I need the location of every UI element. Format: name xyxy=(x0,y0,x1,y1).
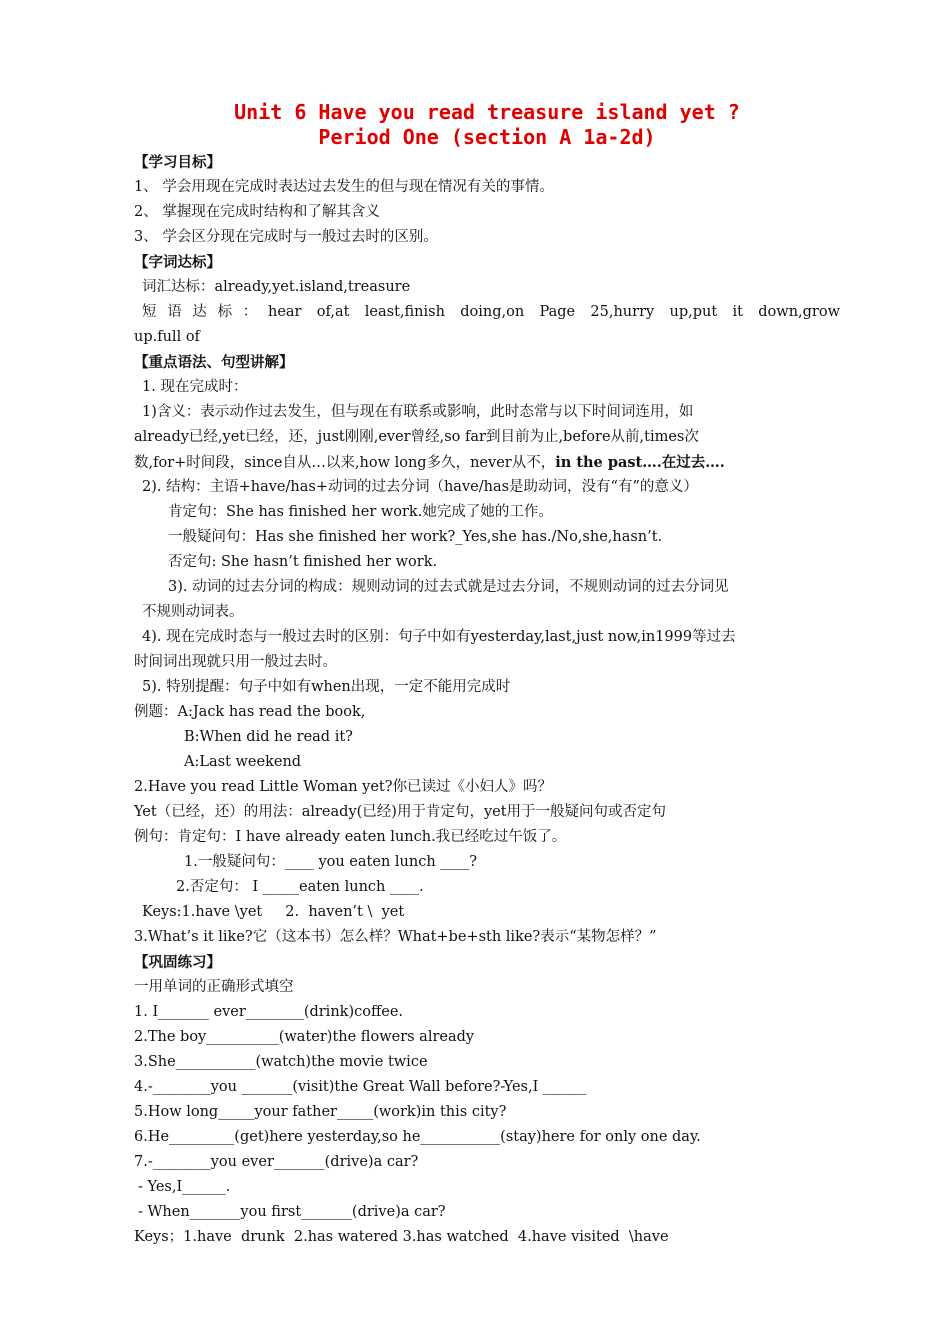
grammar-difference: 4). 现在完成时态与一般过去时的区别：句子中如有yesterday,last,just now,in1999等过去 xyxy=(142,629,736,645)
example-positive: 肯定句：She has finished her work.她完成了她的工作。 xyxy=(168,504,553,520)
grammar-point-2: 2.Have you read Little Woman yet?你已读过《小妇人》吗？ xyxy=(134,779,553,795)
grammar-reminder: 5). 特别提醒：句子中如有when出现，一定不能用完成时 xyxy=(142,679,511,695)
practice-question-sub: - Yes,I______. xyxy=(138,1179,231,1195)
practice-question-sub: - When_______you first_______(drive)a car? xyxy=(138,1204,446,1220)
example-dialog: 例题：A:Jack has read the book, xyxy=(134,704,366,720)
grammar-structure: 2). 结构：主语+have/has+动词的过去分词（have/has是助动词，没有“有”的意义） xyxy=(142,479,698,495)
practice-instructions: 一用单词的正确形式填空 xyxy=(134,979,294,995)
section-heading-practice: 【巩固练习】 xyxy=(134,954,221,971)
practice-question: 4.-________you _______(visit)the Great Wall before?-Yes,I ______ xyxy=(134,1079,587,1095)
yet-usage: Yet（已经，还）的用法：already(已经)用于肯定句，yet用于一般疑问句或否定句 xyxy=(134,804,667,820)
practice-question: 7.-________you ever_______(drive)a car? xyxy=(134,1154,419,1170)
goal-item: 1、 学会用现在完成时表达过去发生的但与现在情况有关的事情。 xyxy=(134,179,554,195)
practice-keys: Keys；1.have drunk 2.has watered 3.has watched 4.have visited \have xyxy=(134,1229,669,1245)
grammar-participle: 3). 动词的过去分词的构成：规则动词的过去式就是过去分词，不规则动词的过去分词见 xyxy=(168,579,729,595)
yet-keys: Keys:1.have \yet 2. haven’t \ yet xyxy=(142,904,405,920)
goal-item: 2、 掌握现在完成时结构和了解其含义 xyxy=(134,204,380,220)
grammar-participle-cont: 不规则动词表。 xyxy=(142,604,244,620)
vocab-phrases: 短语达标：hear of,at least,finish doing,on Page 25,hurry up,put it down,grow xyxy=(142,304,840,320)
example-question: 一般疑问句：Has she finished her work?_Yes,she has./No,she,hasn’t. xyxy=(168,529,663,545)
worksheet-page xyxy=(134,96,840,1250)
practice-question: 6.He_________(get)here yesterday,so he___________(stay)here for only one day. xyxy=(134,1129,701,1145)
grammar-point-3: 3.What’s it like?它（这本书）怎么样？What+be+sth like?表示“某物怎样？” xyxy=(134,929,657,945)
grammar-meaning-cont xyxy=(134,450,840,475)
grammar-meaning-bold: in the past….在过去…. xyxy=(555,454,725,471)
yet-example: 例句：肯定句：I have already eaten lunch.我已经吃过午饭了。 xyxy=(134,829,567,845)
section-heading-goals: 【学习目标】 xyxy=(134,154,221,171)
period-title: Period One (section A 1a-2d) xyxy=(318,125,656,149)
example-negative: 否定句: She hasn’t finished her work. xyxy=(168,554,438,570)
practice-question: 3.She___________(watch)the movie twice xyxy=(134,1054,428,1070)
grammar-difference-cont: 时间词出现就只用一般过去时。 xyxy=(134,654,337,670)
grammar-meaning-text: 数,for+时间段，since自从…以来,how long多久，never从不， xyxy=(134,455,556,471)
grammar-point-1: 1. 现在完成时： xyxy=(142,379,248,395)
goal-item: 3、 学会区分现在完成时与一般过去时的区别。 xyxy=(134,229,438,245)
vocab-phrases-cont: up.full of xyxy=(134,329,200,345)
yet-exercise: 1.一般疑问句：____ you eaten lunch ____? xyxy=(184,854,478,870)
practice-question: 2.The boy__________(water)the flowers already xyxy=(134,1029,475,1045)
practice-question: 1. I_______ ever________(drink)coffee. xyxy=(134,1004,404,1020)
yet-exercise: 2.否定句： I _____eaten lunch ____. xyxy=(176,879,424,895)
vocab-words: 词汇达标：already,yet.island,treasure xyxy=(142,279,411,295)
example-dialog: B:When did he read it? xyxy=(184,729,353,745)
section-heading-grammar: 【重点语法、句型讲解】 xyxy=(134,354,294,371)
unit-title: Unit 6 Have you read treasure island yet ? xyxy=(234,100,740,124)
section-heading-vocab: 【字词达标】 xyxy=(134,254,221,271)
grammar-meaning-cont: already已经,yet已经，还，just刚刚,ever曾经,so far到目前为止,before从前,times次 xyxy=(134,429,699,445)
practice-question: 5.How long_____your father_____(work)in this city? xyxy=(134,1104,507,1120)
example-dialog: A:Last weekend xyxy=(184,754,302,770)
grammar-meaning: 1)含义：表示动作过去发生，但与现在有联系或影响，此时态常与以下时间词连用，如 xyxy=(142,404,694,420)
